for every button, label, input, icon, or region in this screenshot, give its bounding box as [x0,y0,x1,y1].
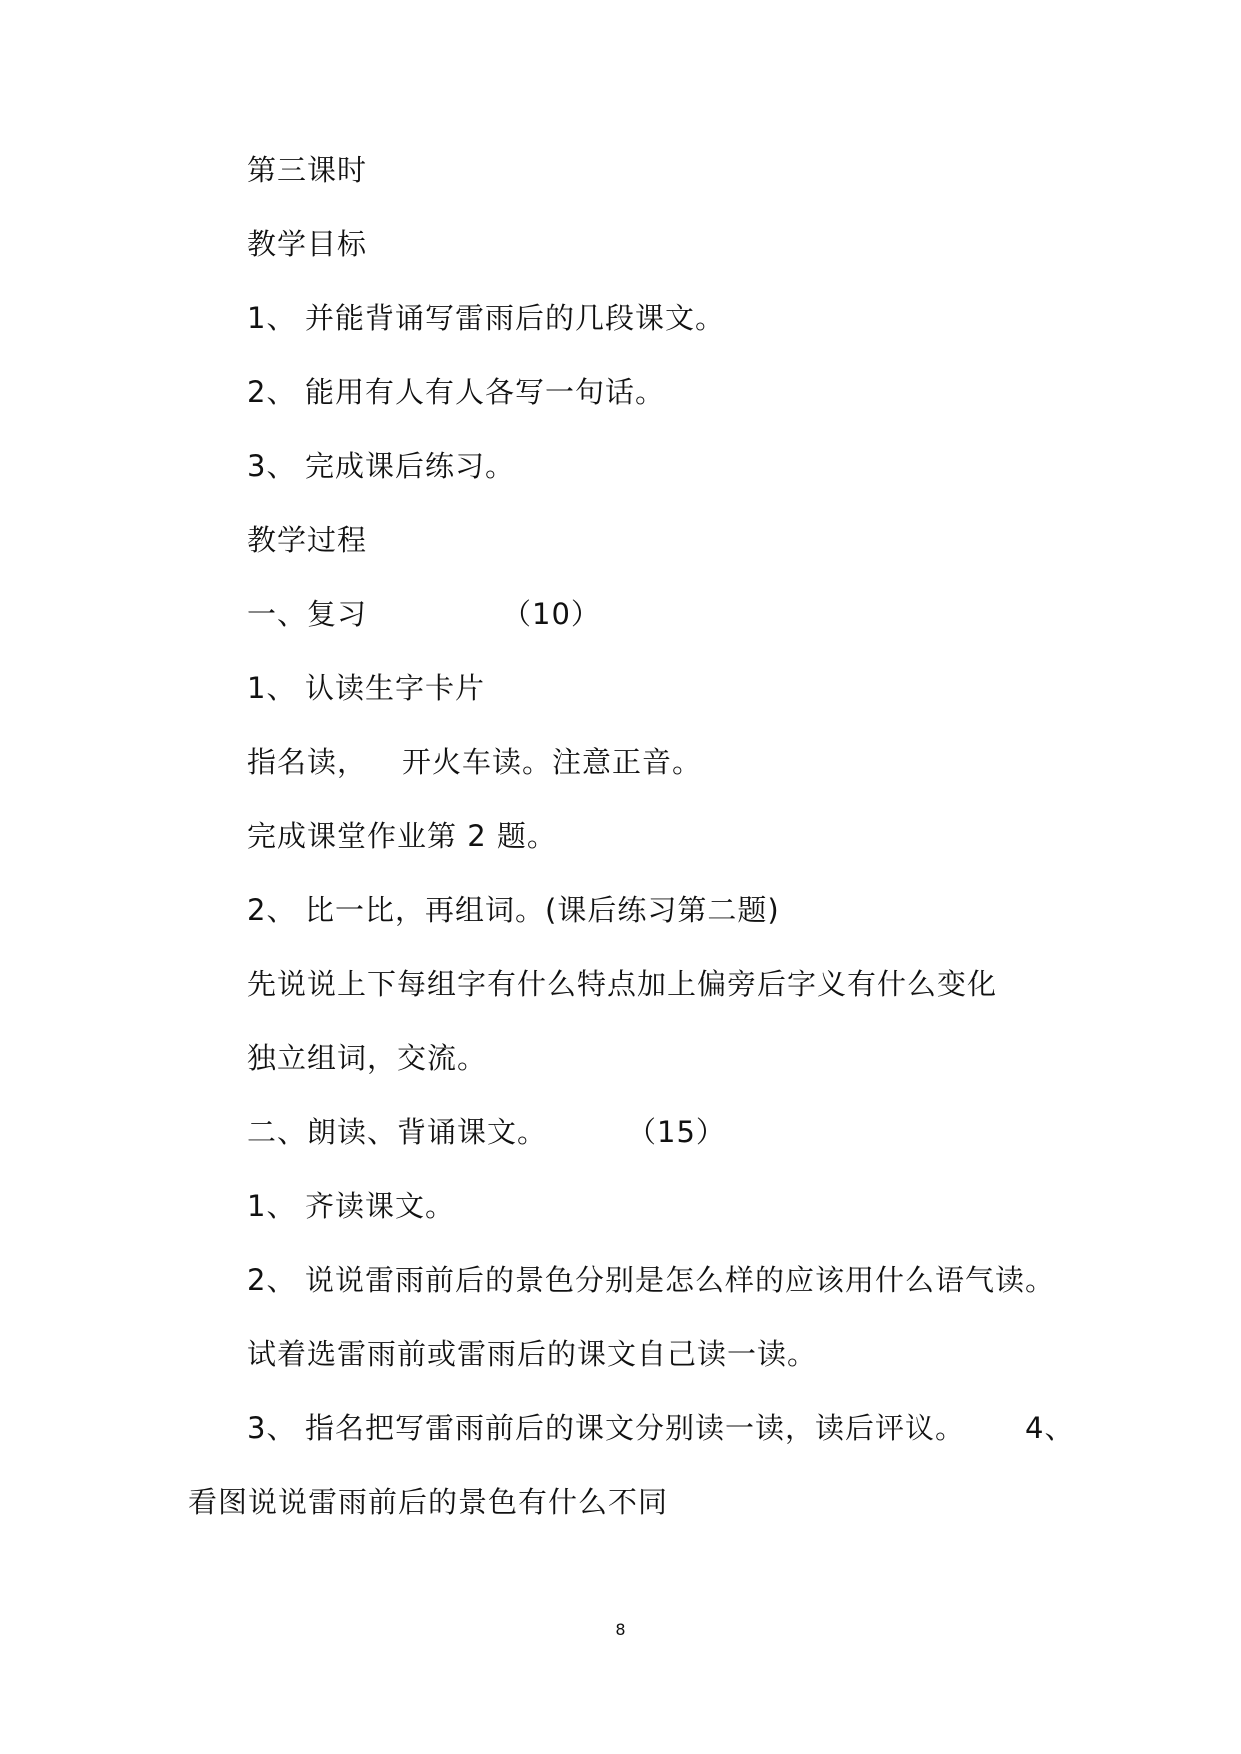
paragraph: 先说说上下每组字有什么特点加上偏旁后字义有什么变化 [247,967,998,1001]
objective-item: 2、 能用有人有人各写一句话。 [247,375,666,409]
step-heading-reading: 二、朗读、背诵课文。 （15） [247,1115,726,1149]
paragraph: 完成课堂作业第 2 题。 [247,819,557,853]
paragraph-continuation: 看图说说雷雨前后的景色有什么不同 [188,1485,669,1519]
objective-item: 3、 完成课后练习。 [247,449,516,483]
paragraph: 独立组词，交流。 [247,1041,488,1075]
paragraph: 试着选雷雨前或雷雨后的课文自己读一读。 [247,1337,818,1371]
reading-item: 3、 指名把写雷雨前后的课文分别读一读，读后评议。 4、 [247,1411,1075,1445]
section-heading-objectives: 教学目标 [247,227,368,261]
reading-item: 2、 说说雷雨前后的景色分别是怎么样的应该用什么语气读。 [247,1263,1056,1297]
objective-item: 1、 并能背诵写雷雨后的几段课文。 [247,301,726,335]
section-heading-process: 教学过程 [247,523,368,557]
review-item: 2、 比一比，再组词。(课后练习第二题) [247,893,780,927]
lesson-heading: 第三课时 [247,153,368,187]
step-heading-review: 一、复习 （10） [247,597,601,631]
page-number: 8 [615,1620,626,1639]
review-item: 1、 认读生字卡片 [247,671,486,705]
reading-item: 1、 齐读课文。 [247,1189,456,1223]
paragraph: 指名读， 开火车读。注意正音。 [247,745,703,779]
